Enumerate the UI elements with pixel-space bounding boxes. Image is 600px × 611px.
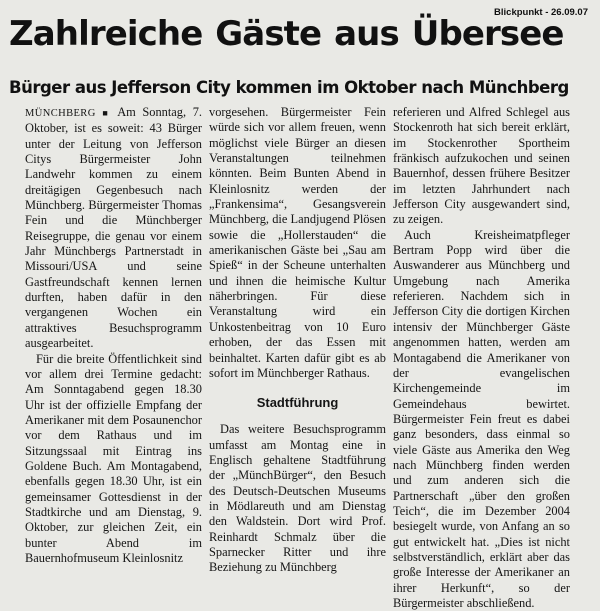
article-column-3 [393,105,570,610]
dateline: MÜNCHBERG [25,108,96,119]
lead-paragraph-text: Am Sonntag, 7. Oktober, ist es soweit: 43 Bürger unter der Leitung von Jefferson Citys Bürgermeister John Landwehr kommen zu einem dreitägigen Gegenbesuch nach Münchberg. Bürgermeister Thomas Fein und die Münchberger Reisegruppe, die genau vor einem Jahr Münchbergs Partnerstadt in Missouri/USA und seine Gastfreundschaft kennen lernen durften, haben dafür in den vergangenen Wochen ein attraktives Besuchsprogramm ausgearbeitet. [25,105,202,351]
dateline-marker: ■ [102,108,112,118]
subheadline: Bürger aus Jefferson City kommen im Oktober nach Münchberg [9,78,569,97]
source-note: Blickpunkt - 26.09.07 [494,7,588,18]
paragraph-3: Das weitere Besuchsprogramm umfasst am Montag eine in Englisch gehaltene Stadtführung der „MünchBürger“, den Besuch des Deutsch-Deutschen Museums in Mödlareuth und am Dienstag den Waldstein. Dort wird Prof. Reinhardt Schmalz über die Sparnecker Ritter und ihre Beziehung zu Münchberg [209,422,386,575]
paragraph-2-continued: vorgesehen. Bürgermeister Fein würde sich vor allem freuen, wenn möglichst viele Bürger an diesen Veranstaltungen teilnehmen könnten. Beim Bunten Abend in Kleinlosnitz werden der „Frankensima“, Gesangsverein Münchberg, die Landjugend Plösen sowie die „Hollerstauden“ die amerikanischen Gäste bei „Sau am Spieß“ in der Scheune unterhalten und ihnen die heimische Kultur näherbringen. Für diese Veranstaltung wird ein Unkostenbeitrag von 10 Euro erhoben, der das Essen mit beinhaltet. Karten dafür gibt es ab sofort im Münchberger Rathaus. [209,105,386,380]
section-heading-stadtfuehrung: Stadtführung [256,395,339,411]
paragraph-2: Für die breite Öffentlichkeit sind vor allem drei Termine gedacht: Am Sonntagabend gegen 18.30 Uhr ist der offizielle Empfang der Amerikaner mit dem Posaunenchor vor dem Rathaus und im Sitzungssaal mit Eintrag ins Goldene Buch. Am Montagabend, ebenfalls gegen 18.30 Uhr, ist ein gemeinsamer Gottesdienst in der Stadtkirche und am Dienstag, 9. Oktober, zur gleichen Zeit, ein bunter Abend im Bauernhofmuseum Kleinlosnitz [25,351,202,565]
paragraph-3-continued: referieren und Alfred Schlegel aus Stockenroth hat sich bereit erklärt, im Stockenrother Sportheim fränkisch aufzukochen und seinen Bauernhof, dessen frühere Besitzer im letzten Jahrhundert nach Jefferson City ausgewandert sind, zu zeigen. [393,105,570,227]
article-column-1 [25,105,202,575]
headline: Zahlreiche Gäste aus Übersee [9,14,564,54]
paragraph-4: Auch Kreisheimatpfleger Bertram Popp wird über die Auswanderer aus Münchberg und Umgebung nach Amerika referieren. Nachdem sich in Jefferson City die dortigen Kirchen intensiv der Münchberger Gäste angenommen hatten, werden am Montagabend die Amerikaner von der evangelischen Kirchengemeinde im Gemeindehaus bewirtet. Bürgermeister Fein freut es dabei ganz besonders, dass einmal so viele Gäste aus Amerika den Weg nach Münchberg finden werden und zum anderen sich die Partnerschaft „über den großen Teich“, die im Dezember 2004 besiegelt wurde, von Anfang an so gut entwickelt hat. „Dies ist nicht selbstverständlich, erklärt aber das große Interesse der Amerikaner an ihrer Herkunft“, so der Bürgermeister abschließend. [393,227,570,610]
article-column-2 [209,105,386,575]
lead-paragraph [25,105,202,352]
